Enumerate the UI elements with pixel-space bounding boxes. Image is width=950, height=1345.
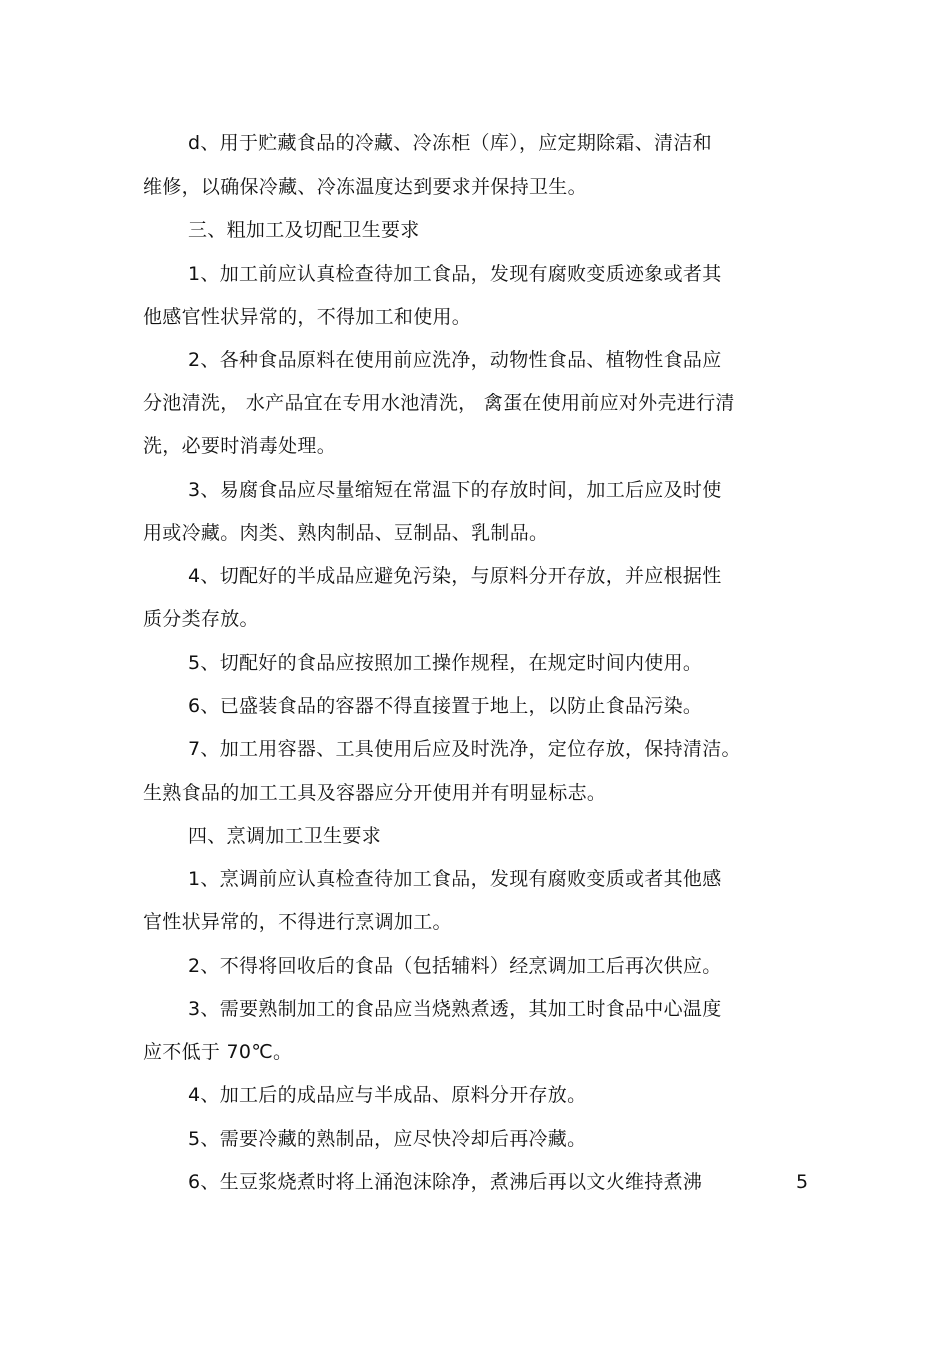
paragraph-line: 官性状异常的，不得进行烹调加工。 (143, 911, 452, 933)
paragraph-line: 4、切配好的半成品应避免污染，与原料分开存放，并应根据性 (188, 565, 722, 587)
paragraph-line: 洗，必要时消毒处理。 (143, 435, 337, 457)
paragraph-line: 维修，以确保冷藏、冷冻温度达到要求并保持卫生。 (143, 176, 587, 198)
section-heading: 四、烹调加工卫生要求 (188, 825, 382, 847)
paragraph-line: 用或冷藏。肉类、熟肉制品、豆制品、乳制品。 (143, 522, 549, 544)
paragraph-line: 7、加工用容器、工具使用后应及时洗净，定位存放，保持清洁。 (188, 738, 741, 760)
paragraph-line: 分池清洗， 水产品宜在专用水池清洗， 禽蛋在使用前应对外壳进行清 (143, 392, 735, 414)
paragraph-line: 5、需要冷藏的熟制品，应尽快冷却后再冷藏。 (188, 1128, 587, 1150)
paragraph-line: 他感官性状异常的，不得加工和使用。 (143, 306, 472, 328)
paragraph-line: 2、不得将回收后的食品（包括辅料）经烹调加工后再次供应。 (188, 955, 722, 977)
paragraph-line: d、用于贮藏食品的冷藏、冷冻柜（库），应定期除霜、清洁和 (188, 132, 712, 154)
paragraph-line: 1、烹调前应认真检查待加工食品，发现有腐败变质或者其他感 (188, 868, 722, 890)
paragraph-line: 1、加工前应认真检查待加工食品，发现有腐败变质迹象或者其 (188, 263, 722, 285)
paragraph-line: 生熟食品的加工工具及容器应分开使用并有明显标志。 (143, 782, 607, 804)
section-heading: 三、粗加工及切配卫生要求 (188, 219, 420, 241)
paragraph-line: 6、生豆浆烧煮时将上涌泡沫除净，煮沸后再以文火维持煮沸 (188, 1171, 703, 1193)
paragraph-line: 2、各种食品原料在使用前应洗净，动物性食品、植物性食品应 (188, 349, 722, 371)
paragraph-line: 3、需要熟制加工的食品应当烧熟煮透，其加工时食品中心温度 (188, 998, 722, 1020)
paragraph-line: 4、加工后的成品应与半成品、原料分开存放。 (188, 1084, 587, 1106)
paragraph-line: 3、易腐食品应尽量缩短在常温下的存放时间，加工后应及时使 (188, 479, 722, 501)
paragraph-line: 6、已盛装食品的容器不得直接置于地上，以防止食品污染。 (188, 695, 703, 717)
paragraph-line: 质分类存放。 (143, 608, 259, 630)
page-number: 5 (796, 1171, 809, 1193)
paragraph-line: 5、切配好的食品应按照加工操作规程，在规定时间内使用。 (188, 652, 703, 674)
paragraph-line: 应不低于 70℃。 (143, 1041, 293, 1063)
